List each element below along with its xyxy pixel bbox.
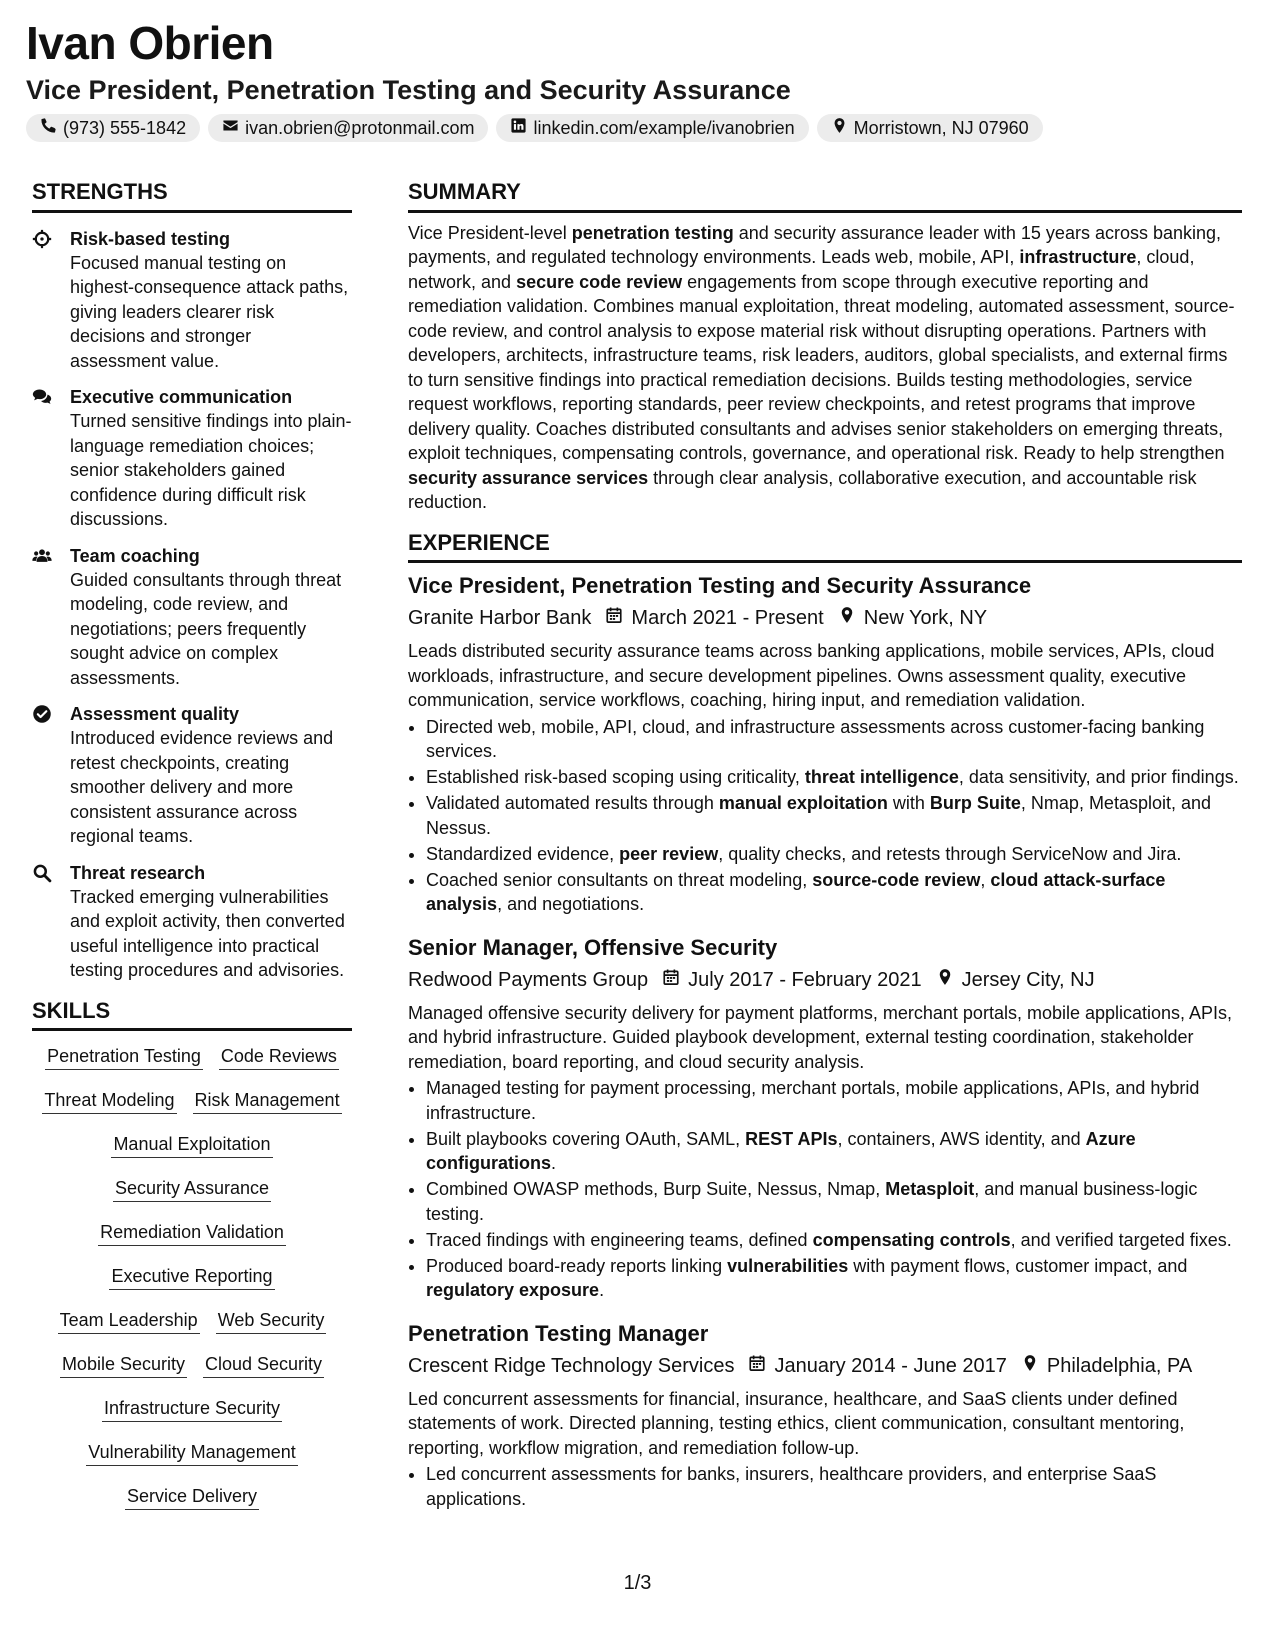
map-pin-icon [831, 117, 848, 139]
skill-tag: Threat Modeling [42, 1089, 176, 1114]
job-bullet: • Traced findings with engineering teams, defined compensating controls, and verified targeted fixes. [426, 1228, 1242, 1253]
job-entry [408, 571, 1242, 917]
strength-item [32, 385, 352, 532]
skill-tag: Security Assurance [113, 1177, 271, 1202]
job-entry [408, 1319, 1242, 1512]
bold-keyword: regulatory exposure [426, 1280, 600, 1300]
skill-tag: Vulnerability Management [86, 1441, 297, 1466]
map-pin-icon [824, 603, 864, 633]
job-meta [408, 603, 1242, 633]
job-title: Senior Manager, Offensive Security [408, 934, 778, 960]
bold-keyword: REST APIs [745, 1128, 838, 1149]
main-column [408, 178, 1242, 1513]
strength-description: Introduced evidence reviews and retest checkpoints, creating smoother delivery and more consistent assurance across regional teams. [70, 728, 334, 846]
job-dates: July 2017 - February 2021 [688, 968, 922, 991]
job-dates: March 2021 - Present [631, 607, 824, 629]
skill-tag: Executive Reporting [109, 1265, 274, 1290]
job-description: Led concurrent assessments for financial, insurance, healthcare, and SaaS clients under defined statements of work. Directed planning, testing ethics, client communication, consultant mentoring, reporting, workflow migration, and remediation follow-up. [408, 1388, 1185, 1458]
job-bullet: • Standardized evidence, peer review, quality checks, and retests through ServiceNow and Jira. [426, 842, 1242, 867]
job-title: Penetration Testing Manager [408, 1320, 709, 1346]
job-location: Philadelphia, PA [1046, 1354, 1193, 1377]
job-company: Granite Harbor Bank [408, 607, 592, 629]
bold-keyword: source-code review [812, 869, 981, 890]
bold-keyword: Azure configurations [426, 1128, 1136, 1173]
job-description: Leads distributed security assurance teams across banking applications, mobile services, APIs, cloud workloads, infrastructure, and secure development pipelines. Owns assessment quality, executive communication, service workflows, coaching, hiring input, and remediation validation. [408, 641, 1215, 710]
skill-tag: Infrastructure Security [102, 1397, 282, 1422]
comments-icon [32, 385, 70, 532]
contact-location-text: Morristown, NJ 07960 [853, 117, 1029, 138]
skills-heading: SKILLS [32, 997, 352, 1032]
bold-keyword: infrastructure [1019, 247, 1137, 267]
map-pin-icon [1007, 1351, 1047, 1381]
contact-phone[interactable] [26, 114, 200, 142]
job-company: Crescent Ridge Technology Services [408, 1354, 735, 1377]
bold-keyword: compensating controls [812, 1229, 1011, 1250]
skill-tag: Penetration Testing [45, 1045, 203, 1070]
job-location: Jersey City, NJ [961, 968, 1095, 991]
contact-phone-text: (973) 555-1842 [63, 117, 187, 138]
strength-item [32, 861, 352, 983]
strength-title: Risk-based testing [70, 228, 231, 249]
strength-title: Executive communication [70, 387, 293, 407]
job-bullet: • Validated automated results through manual exploitation with Burp Suite, Nmap, Metasploit, and Nessus. [426, 791, 1242, 840]
contact-email[interactable] [208, 114, 488, 142]
skill-tag: Cloud Security [203, 1353, 324, 1378]
strength-item [32, 544, 352, 691]
job-company: Redwood Payments Group [408, 968, 649, 991]
bold-keyword: security assurance services [408, 467, 649, 488]
skill-tag: Team Leadership [58, 1309, 200, 1334]
calendar-icon [591, 603, 631, 633]
strengths-list [32, 227, 352, 983]
job-dates: January 2014 - June 2017 [774, 1354, 1007, 1377]
skill-tag: Risk Management [193, 1089, 342, 1114]
job-bullet: • Coached senior consultants on threat modeling, source-code review, cloud attack-surface analysis, and negotiations. [426, 868, 1242, 917]
bold-keyword: peer review [619, 843, 719, 864]
strength-title: Team coaching [70, 545, 200, 566]
job-bullet: • Led concurrent assessments for banks, insurers, healthcare providers, and enterprise SaaS applications. [426, 1462, 1242, 1511]
contact-linkedin[interactable] [496, 114, 808, 142]
bold-keyword: vulnerabilities [727, 1255, 849, 1276]
job-bullet: • Built playbooks covering OAuth, SAML, REST APIs, containers, AWS identity, and Azure configurations. [426, 1127, 1242, 1176]
strength-description: Tracked emerging vulnerabilities and exploit activity, then converted useful intelligence into practical testing procedures and advisories. [70, 886, 345, 980]
strength-item [32, 227, 352, 374]
candidate-name: Ivan Obrien [26, 17, 274, 69]
job-entry [408, 933, 1242, 1303]
sidebar [32, 178, 352, 1510]
job-bullet: • Managed testing for payment processing, merchant portals, mobile applications, APIs, and hybrid infrastructure. [426, 1076, 1242, 1125]
strength-description: Focused manual testing on highest-consequence attack paths, giving leaders clearer risk decisions and stronger assessment value. [70, 252, 349, 371]
bold-keyword: cloud attack-surface analysis [426, 869, 1166, 914]
job-location: New York, NY [863, 607, 988, 629]
map-pin-icon [922, 965, 962, 995]
strength-title: Threat research [70, 862, 206, 883]
bold-keyword: threat intelligence [804, 767, 959, 787]
contact-linkedin-text: linkedin.com/example/ivanobrien [533, 117, 795, 138]
job-bullets [408, 1462, 1242, 1511]
job-bullet: • Produced board-ready reports linking vulnerabilities with payment flows, customer impact, and regulatory exposure. [426, 1254, 1242, 1303]
job-meta [408, 965, 1242, 995]
crosshairs-icon [32, 227, 70, 374]
job-bullet: • Established risk-based scoping using criticality, threat intelligence, data sensitivity, and prior findings. [426, 765, 1242, 790]
envelope-icon [222, 117, 239, 139]
job-title: Vice President, Penetration Testing and Security Assurance [408, 573, 1032, 598]
page-number: 1/3 [623, 1572, 652, 1594]
strength-description: Turned sensitive findings into plain-language remediation choices; senior stakeholders gained confidence during difficult risk discussions. [70, 411, 352, 529]
skill-tag: Mobile Security [60, 1353, 187, 1378]
strength-title: Assessment quality [70, 704, 240, 724]
search-icon [32, 861, 70, 983]
strengths-heading: STRENGTHS [32, 178, 352, 213]
users-icon [32, 544, 70, 691]
job-description: Managed offensive security delivery for payment platforms, merchant portals, mobile applications, APIs, and hybrid infrastructure. Guided playbook development, external testing coordination, stakeholder remediation, board reporting, and cloud security analysis. [408, 1002, 1233, 1072]
contact-location [817, 114, 1043, 142]
bold-keyword: manual exploitation [718, 793, 888, 813]
bold-keyword: secure code review [516, 271, 683, 292]
summary-heading: SUMMARY [408, 178, 1242, 213]
check-circle-icon [32, 702, 70, 849]
job-bullet: • Directed web, mobile, API, cloud, and infrastructure assessments across customer-facing banking services. [426, 715, 1242, 764]
skill-tag: Manual Exploitation [111, 1133, 272, 1158]
phone-icon [40, 117, 57, 139]
skill-tag: Code Reviews [219, 1045, 339, 1070]
bold-keyword: Metasploit [885, 1179, 975, 1199]
bold-keyword: penetration testing [571, 222, 734, 243]
calendar-icon [648, 965, 688, 995]
strength-description: Guided consultants through threat modeling, code review, and negotiations; peers frequently sought advice on complex assessments. [70, 569, 342, 688]
experience-heading: EXPERIENCE [408, 529, 1242, 564]
job-bullets [408, 1076, 1242, 1303]
candidate-headline: Vice President, Penetration Testing and Security Assurance [26, 75, 791, 105]
skills-list [32, 1045, 352, 1510]
job-bullets [408, 715, 1242, 917]
contact-bar [26, 114, 1043, 142]
summary-text: Vice President-level penetration testing and security assurance leader with 15 years across banking, payments, and regulated technology environments. Leads web, mobile, API, infrastructure, cloud, network, and secure code review engagements from scope through executive reporting and remediation validation. Combines manual exploitation, threat modeling, automated assessment, source-code review, and control analysis to expose material risk without disrupting operations. Partners with developers, architects, infrastructure teams, risk leaders, auditors, global specialists, and external firms to turn sensitive findings into practical remediation decisions. Builds testing methodologies, service request workflows, reporting standards, peer review checkpoints, and retest programs that improve delivery quality. Coaches distributed consultants and advises senior stakeholders on emerging threats, exploit techniques, compensating controls, governance, and operational risk. Ready to help strengthen security assurance services through clear analysis, collaborative execution, and accountable risk reduction. [408, 222, 1235, 512]
bold-keyword: Burp Suite [929, 793, 1021, 813]
linkedin-icon [510, 117, 527, 139]
calendar-icon [734, 1351, 774, 1381]
skill-tag: Service Delivery [125, 1485, 259, 1510]
skill-tag: Web Security [216, 1309, 327, 1334]
job-meta [408, 1351, 1242, 1381]
strength-item [32, 702, 352, 849]
job-bullet: • Combined OWASP methods, Burp Suite, Nessus, Nmap, Metasploit, and manual business-logic testing. [426, 1177, 1242, 1226]
skill-tag: Remediation Validation [98, 1221, 286, 1246]
contact-email-text: ivan.obrien@protonmail.com [245, 117, 475, 138]
